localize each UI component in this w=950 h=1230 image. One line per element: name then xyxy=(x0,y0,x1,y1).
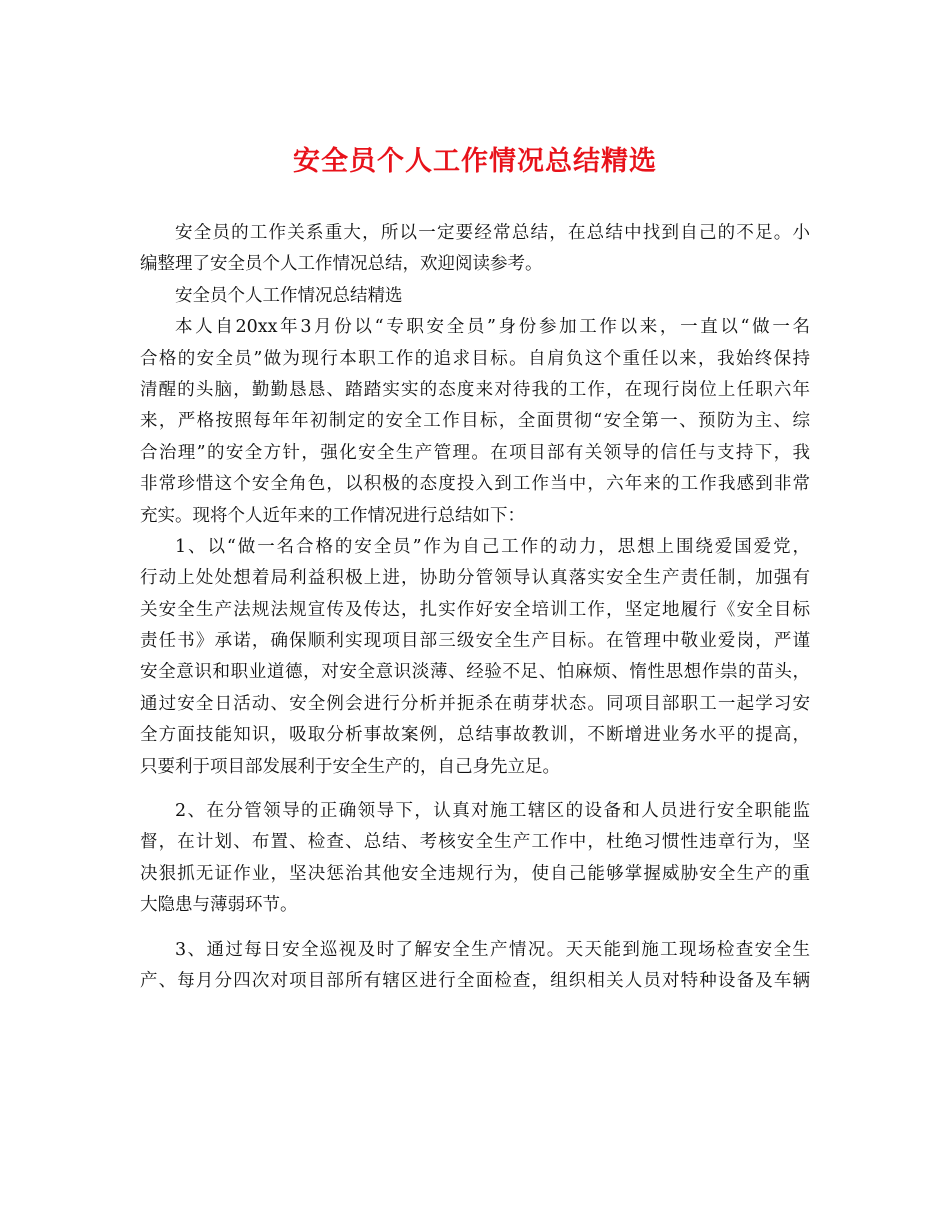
paragraph-line: 通过安全日活动、安全例会进行分析并扼杀在萌芽状态。同项目部职工一起学习安 xyxy=(140,693,810,714)
paragraph-line: 行动上处处想着局利益积极上进，协助分管领导认真落实安全生产责任制，加强有 xyxy=(140,568,810,589)
paragraph-line: 清醒的头脑，勤勤恳恳、踏踏实实的态度来对待我的工作，在现行岗位上任职六年 xyxy=(140,379,810,400)
paragraph-line: 非常珍惜这个安全角色，以积极的态度投入到工作当中，六年来的工作我感到非常 xyxy=(140,474,810,495)
document-body xyxy=(140,218,810,997)
paragraph-line: 安全意识和职业道德，对安全意识淡薄、经验不足、怕麻烦、惰性思想作祟的苗头， xyxy=(140,662,810,683)
paragraph-line: 合格的安全员”做为现行本职工作的追求目标。自肩负这个重任以来，我始终保持 xyxy=(140,348,810,369)
paragraph-line: 1、以“做一名合格的安全员”作为自己工作的动力，思想上围绕爱国爱党， xyxy=(175,536,810,557)
paragraph-line: 责任书》承诺，确保顺利实现项目部三级安全生产目标。在管理中敬业爱岗，严谨 xyxy=(140,631,810,652)
paragraph-line: 安全员的工作关系重大，所以一定要经常总结，在总结中找到自己的不足。小 xyxy=(175,223,810,243)
paragraph-line: 3、通过每日安全巡视及时了解安全生产情况。天天能到施工现场检查安全生 xyxy=(175,939,810,960)
paragraph-line: 督，在计划、布置、检查、总结、考核安全生产工作中，杜绝习惯性违章行为，坚 xyxy=(140,832,810,853)
paragraph-line: 决狠抓无证作业，坚决惩治其他安全违规行为，使自己能够掌握威胁安全生产的重 xyxy=(140,863,810,884)
paragraph-line: 全方面技能知识，吸取分析事故案例，总结事故教训，不断增进业务水平的提高， xyxy=(140,725,810,746)
paragraph-line: 2、在分管领导的正确领导下，认真对施工辖区的设备和人员进行安全职能监 xyxy=(175,801,810,822)
paragraph-line: 大隐患与薄弱环节。 xyxy=(140,895,298,916)
paragraph-line: 编整理了安全员个人工作情况总结，欢迎阅读参考。 xyxy=(140,254,543,275)
paragraph-line: 产、每月分四次对项目部所有辖区进行全面检查，组织相关人员对特种设备及车辆 xyxy=(140,970,810,991)
paragraph-line: 本人自20xx年3月份以“专职安全员”身份参加工作以来，一直以“做一名 xyxy=(175,317,810,338)
paragraph-line: 来，严格按照每年年初制定的安全工作目标，全面贯彻“安全第一、预防为主、综 xyxy=(140,411,810,432)
paragraph-line: 只要利于项目部发展利于安全生产的，自己身先立足。 xyxy=(140,756,560,777)
document-title: 安全员个人工作情况总结精选 xyxy=(293,146,657,177)
paragraph-line: 关安全生产法规法规宣传及传达，扎实作好安全培训工作，坚定地履行《安全目标 xyxy=(140,599,810,620)
paragraph-line: 安全员个人工作情况总结精选 xyxy=(175,285,403,306)
paragraph-line: 合治理”的安全方针，强化安全生产管理。在项目部有关领导的信任与支持下，我 xyxy=(140,442,810,463)
paragraph-line: 充实。现将个人近年来的工作情况进行总结如下： xyxy=(140,505,525,526)
